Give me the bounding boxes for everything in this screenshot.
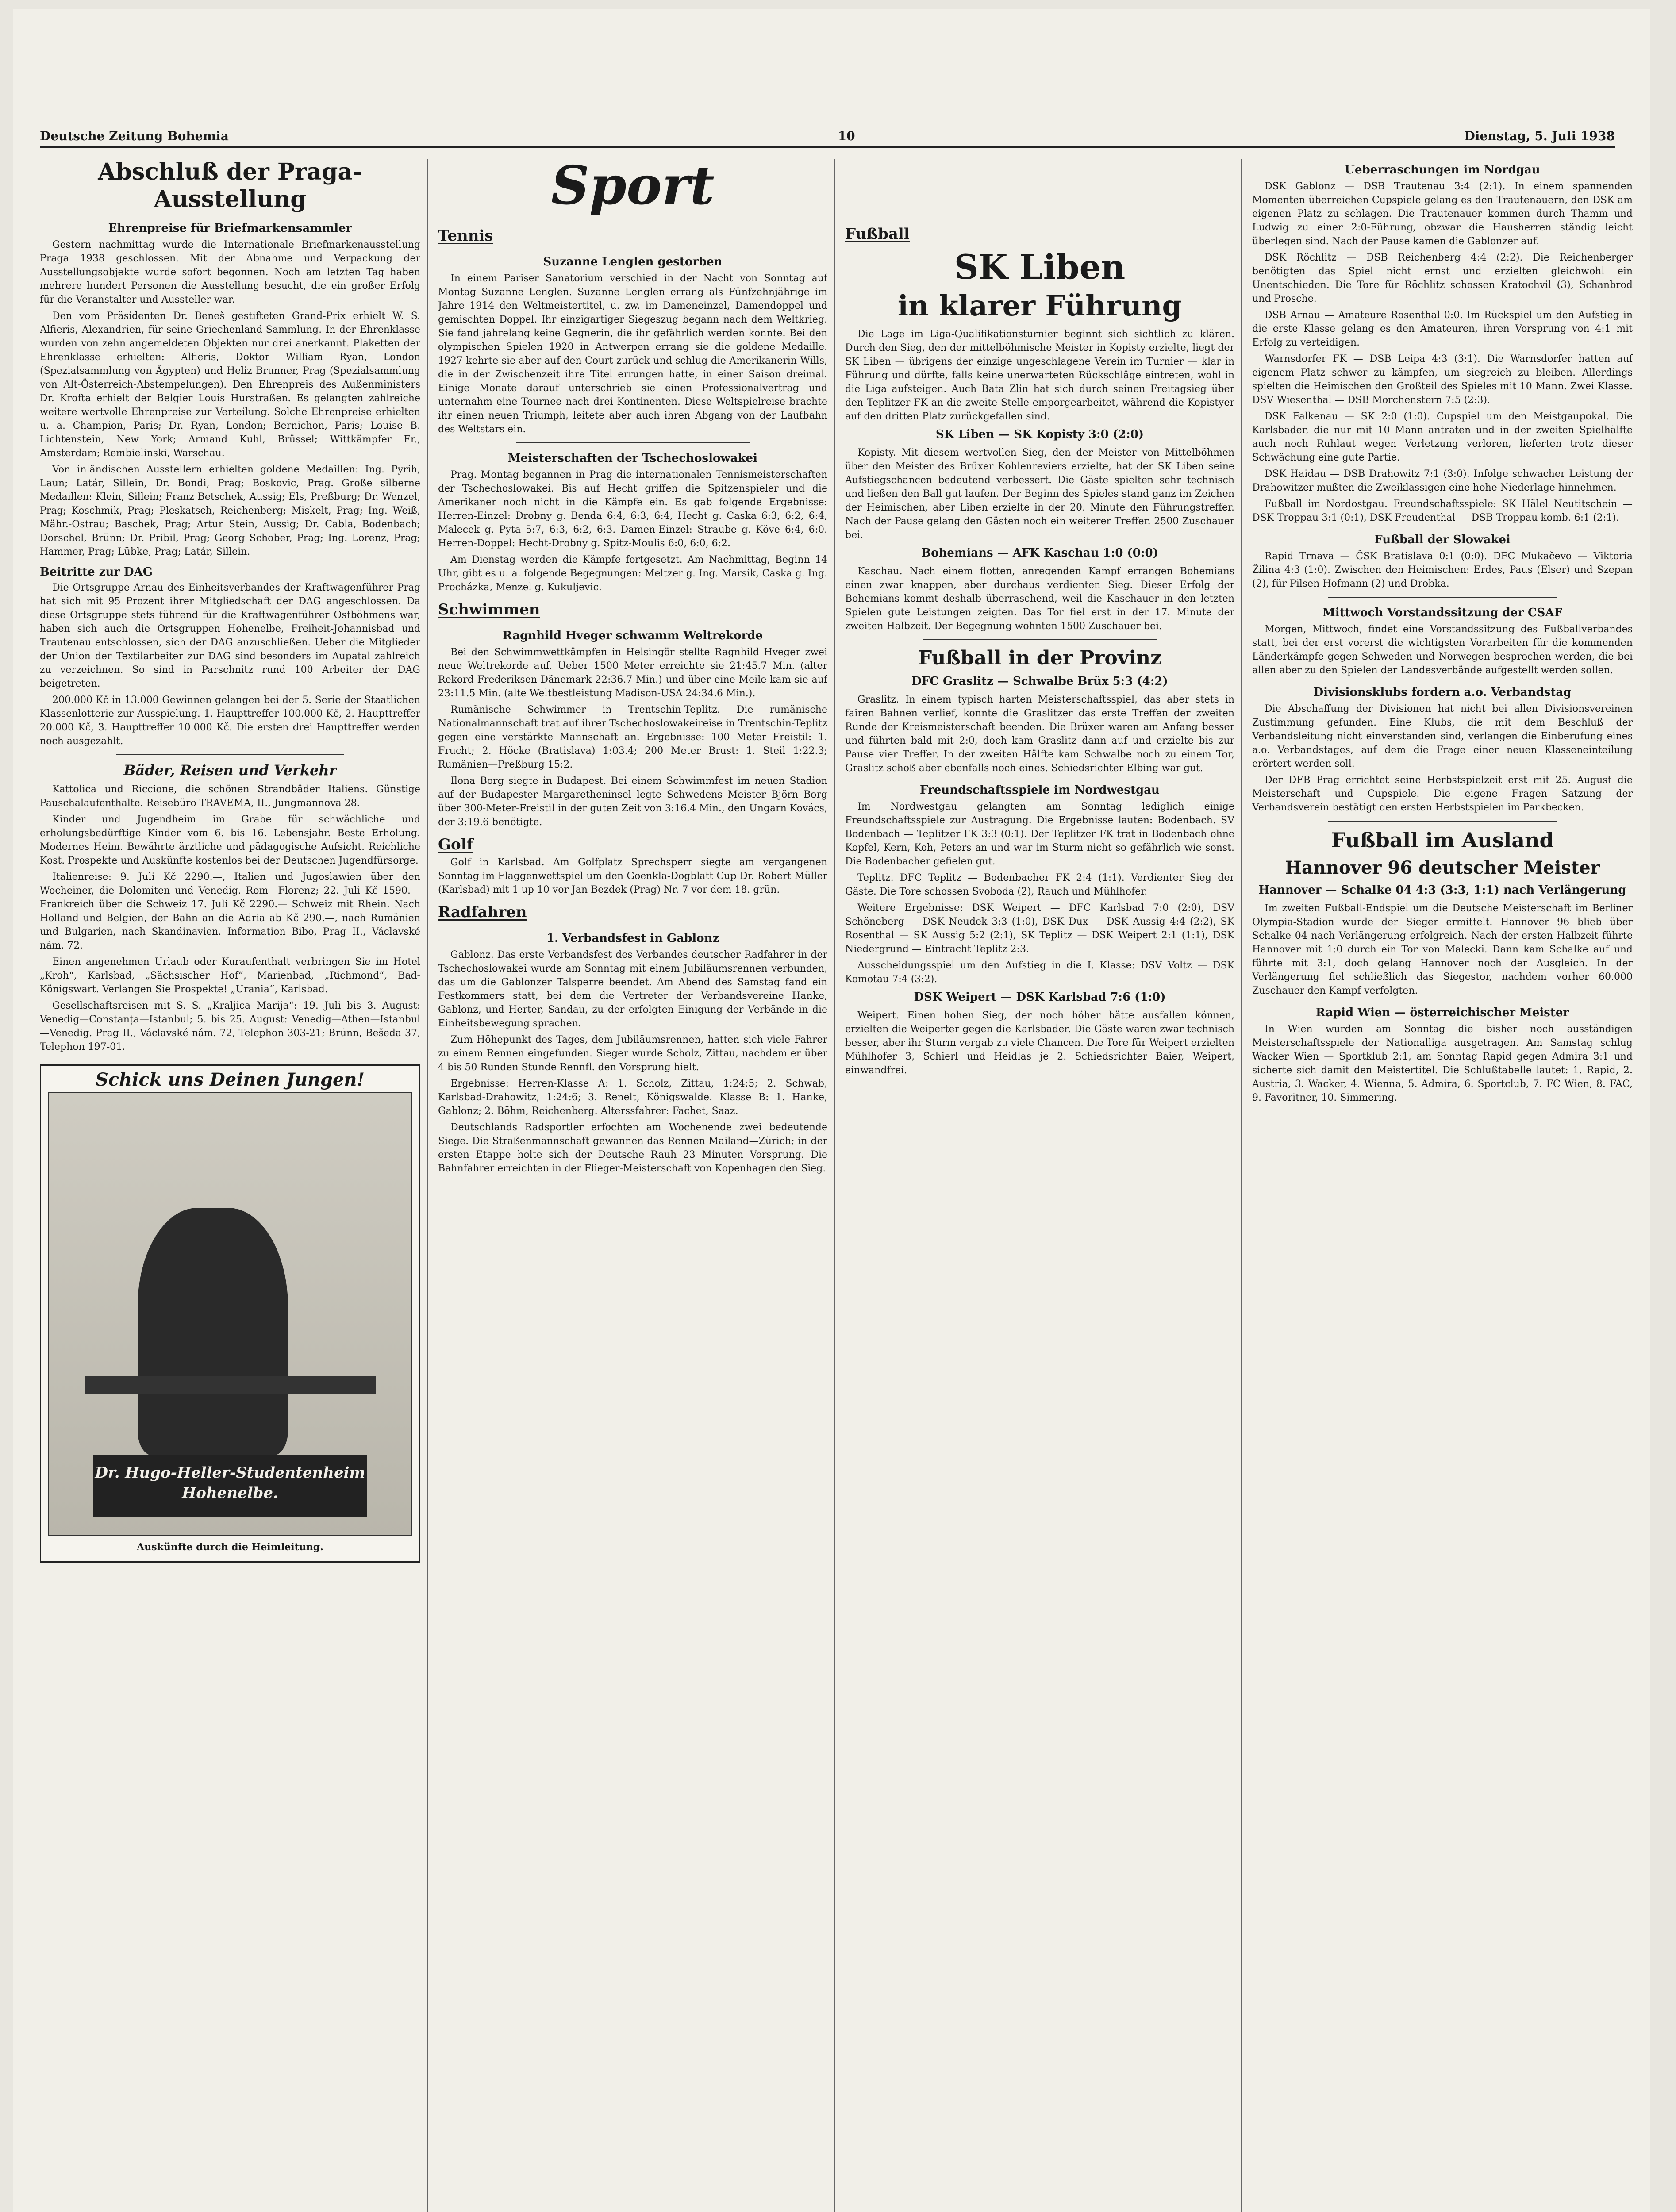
article-paragraph: Weipert. Einen hohen Sieg, der noch höher hätte ausfallen können, erzielten die Weiperter gegen die Karlsbader. Die Gäste waren zwar technisch besser, aber ihr Sturm vergab zu viele Chancen. Die Tore für Weipert erzielten Mühlhofer 3, Schierl und Heidlas je 2. Schiedsrichter Baier, Weipert, einwandfrei. (845, 1010, 1234, 1076)
article-paragraph: Zum Höhepunkt des Tages, dem Jubiläumsrennen, hatten sich viele Fahrer zu einem Rennen eingefunden. Sieger wurde Scholz, Zittau, nachdem er über 4 bis 50 Runden Stunde Rennfl. den Vorsprung hielt. (438, 1034, 827, 1073)
match-score: Bohemians — AFK Kaschau 1:0 (0:0) (921, 546, 1158, 560)
headline-hveger: Ragnhild Hveger schwamm Weltrekorde (503, 629, 763, 642)
match-score: DFC Graslitz — Schwalbe Brüx 5:3 (4:2) (911, 675, 1168, 688)
advertisement-heimschule (40, 1064, 420, 1563)
ad-title: Schick uns Deinen Jungen! (95, 1069, 365, 1090)
article-paragraph: Morgen, Mittwoch, findet eine Vorstandssitzung des Fußballverbandes statt, bei der erst vorerst die wichtigsten Vorarbeiten für die kommenden Länderkämpfe gegen Schweden und Norwegen besprochen werden, die bei allen aber zu den Spielen der Landesverbände aufgestellt werden sollen. (1252, 624, 1633, 676)
column-1 (40, 155, 420, 2212)
headline-nordwestgau: Freundschaftsspiele im Nordwestgau (920, 783, 1160, 797)
article-paragraph: Ergebnisse: Herren-Klasse A: 1. Scholz, Zittau, 1:24:5; 2. Schwab, Karlsbad-Drahowitz, 1:24:6; 3. Renelt, Königswalde. Klasse B: 1. Hanke, Gablonz; 2. Böhm, Reichenberg. Alterssfahrer: Fachet, Saaz. (438, 1078, 827, 1117)
header-page-number: 10 (838, 129, 855, 143)
student-figure-icon (138, 1208, 288, 1455)
article-paragraph: Graslitz. In einem typisch harten Meisterschaftsspiel, das aber stets in fairen Bahnen verlief, konnte die Graslitzer das erste Treffen der zweiten Runde der Kreismeisterschaft beenden. Die Brüxer waren am Anfang besser und führten bald mit 2:0, doch kam Graslitz dann auf und erzielte bis zur Pause vier Treffer. In der zweiten Hälfte kam Schwalbe noch zu einem Tor, Graslitz schoß aber ebenfalls noch eines. Schiedsrichter Elbing war gut. (845, 694, 1234, 774)
ad-paragraph: Kinder und Jugendheim im Grabe für schwächliche und erholungsbedürftige Kinder vom 6. bis 16. Lebensjahr. Beste Erholung. Modernes Heim. Bewährte ärztliche und pädagogische Aufsicht. Reichliche Kost. Prospekte und Auskünfte kostenlos bei der Deutschen Jugendfürsorge. (40, 814, 420, 866)
article-paragraph: Im Nordwestgau gelangten am Sonntag lediglich einige Freundschaftsspiele zur Austragung. Die Ergebnisse lauten: Bodenbach. SV Bodenbach — Teplitzer FK 3:3 (0:1). Der Teplitzer FK trat in Bodenbach ohne Kopfel, Kern, Koh, Peters an und war im Sturm nicht so gefährlich wie sonst. Die Bodenbacher gefielen gut. (845, 801, 1234, 867)
ad-paragraph: Kattolica und Riccione, die schönen Strandbäder Italiens. Günstige Pauschalaufenthalte. Reisebüro TRAVEMA, II., Jungmannova 28. (40, 784, 420, 809)
article-paragraph: 200.000 Kč in 13.000 Gewinnen gelangen bei der 5. Serie der Staatlichen Klassenlotterie zur Ausspielung. 1. Haupttreffer 100.000 Kč, 2. Haupttreffer 20.000 Kč, 3. Haupttreffer 10.000 Kč. Die ersten drei Haupttreffer werden noch ausgezahlt. (40, 695, 420, 747)
headline-ausland: Fußball im Ausland (1331, 828, 1554, 852)
divider (923, 639, 1157, 640)
headline-divisionsklubs: Divisionsklubs fordern a.o. Verbandstag (1313, 686, 1572, 699)
divider (116, 754, 344, 755)
match-score: Hannover — Schalke 04 4:3 (3:3, 1:1) nach Verlängerung (1258, 883, 1626, 897)
article-paragraph: Teplitz. DFC Teplitz — Bodenbacher FK 2:4 (1:1). Verdienter Sieg der Gäste. Die Tore schossen Svoboda (2), Rauch und Mühlhofer. (845, 872, 1234, 897)
headline-meisterschaften: Meisterschaften der Tschechoslowakei (508, 452, 757, 465)
article-paragraph: Golf in Karlsbad. Am Golfplatz Sprechsperr siegte am vergangenen Sonntag im Flaggenwettspiel um den Goenkla-Dogblatt Cup Dr. Robert Müller (Karlsbad) mit 1 up 10 vor Jan Bezdek (Prag) Nr. 7 vor dem 18. grün. (438, 857, 827, 895)
headline-nordgau: Ueberraschungen im Nordgau (1345, 163, 1540, 177)
article-paragraph: Die Ortsgruppe Arnau des Einheitsverbandes der Kraftwagenführer Prag hat sich mit 95 Prozent ihrer Mitgliedschaft der DAG angeschlossen. Da diese Ortsgruppe stets führend für die Kraftwagenführer Ostböhmens war, haben sich auch die Ortsgruppen Hohenelbe, Freiheit-Johannisbad und Trautenau entschlossen, sich der DAG anzuschließen. Ueber die Mitglieder der Union der Textilarbeiter zur DAG sind besonders im Aupatal zahlreich zu verzeichnen. So sind in Parschnitz rund 100 Arbeiter der DAG beigetreten. (40, 582, 420, 689)
divider (516, 442, 750, 443)
article-paragraph: DSK Gablonz — DSB Trautenau 3:4 (2:1). In einem spannenden Momenten überreichen Cupspiele gelang es den Trautenauern, den DSK am eigenen Platz zu schlagen. Die Trautenauer kommen durch Thamm und Ludwig zu einer 2:0-Führung, obzwar die Hausherren ständig leicht überlegen sind. Nach der Pause kamen die Gablonzer auf. (1252, 181, 1633, 247)
headline-provinz: Fußball in der Provinz (918, 647, 1162, 669)
headline-fuehrung: in klarer Führung (897, 289, 1182, 323)
article-paragraph: Bei den Schwimmwettkämpfen in Helsingör stellte Ragnhild Hveger zwei neue Weltrekorde auf. Ueber 1500 Meter erreichte sie 21:45.7 Min. (alter Rekord Frederiksen-Dänemark 22:36.7 Min.) und über eine Meile kam sie auf 23:11.5 Min. (alte Weltbestleistung Madison-USA 24:34.6 Min.). (438, 647, 827, 699)
article-paragraph: Von inländischen Ausstellern erhielten goldene Medaillen: Ing. Pyrih, Laun; Latár, Sillein, Dr. Bondi, Prag; Boskovic, Prag. Große silberne Medaillen: Klein, Sillein; Franz Betschek, Aussig; Els, Preßburg; Dr. Wenzel, Prag; Koschmik, Prag; Pleskatsch, Reichenberg; Miskelt, Prag; Ing. Weiß, Mähr.-Ostrau; Baschek, Prag; Artur Stein, Aussig; Dr. Cabla, Bodenbach; Dorschel, Brünn; Dr. Pribil, Prag; Georg Schober, Prag; Ing. Lorenz, Prag; Hammer, Prag; Lübke, Prag; Latár, Sillein. (40, 464, 420, 557)
article-paragraph: In einem Pariser Sanatorium verschied in der Nacht von Sonntag auf Montag Suzanne Lenglen. Suzanne Lenglen errang als Fünfzehnjährige im Jahre 1914 den Weltmeistertitel, u. zw. im Dameneinzel, Damendoppel und gemischten Doppel. Ihr einzigartiger Siegeszug begann nach dem Weltkrieg. Sie fand jahrelang keine Gegnerin, die ihr gefährlich werden konnte. Bei den olympischen Spielen 1920 in Antwerpen errang sie die goldene Medaille. 1927 kehrte sie aber auf den Court zurück und schlug die Amerikanerin Wills, die in der Zwischenzeit ihre Titel errungen hatte, in einer Saison dreimal. Einige Monate darauf unterschrieb sie einen Professionalvertrag und unternahm eine Tournee nach drei Kontinenten. Diese Weltspielreise brachte ihr einen neuen Triumph, leitete aber auch ihren Abgang von der Laufbahn des Weltstars ein. (438, 273, 827, 435)
headline-praga: Abschluß der Praga-Ausstellung (98, 158, 362, 213)
article-paragraph: Die Lage im Liga-Qualifikationsturnier beginnt sich sichtlich zu klären. Durch den Sieg, den der mittelböhmische Meister in Kopisty erzielte, liegt der SK Liben — übrigens der einzige ungeschlagene Verein im Turnier — klar in Führung und dürfte, falls keine unerwarteten Rückschläge eintreten, wohl in die Liga aufsteigen. Auch Bata Zlin hat sich durch seinen Freitagsieg über den Teplitzer FK an die zweite Stelle emporgearbeitet, während die Kopistyer auf den dritten Platz zurückgefallen sind. (845, 329, 1234, 422)
article-paragraph: DSK Falkenau — SK 2:0 (1:0). Cupspiel um den Meistgaupokal. Die Karlsbader, die nur mit 10 Mann antraten und in der zweiten Spielhälfte auch noch Ruhlaut wegen Verletzung verloren, lieferten trotz dieser Schwächung eine gute Partie. (1252, 411, 1633, 463)
article-paragraph: Der DFB Prag errichtet seine Herbstspielzeit erst mit 25. August die Meisterschaft und Cupspiele. Die eigene Fragen Satzung der Verbandsverein bestätigt den ersten Herbstspielen im Parkbecken. (1252, 775, 1633, 813)
divider (1328, 597, 1557, 598)
section-title-sport: Sport (551, 155, 715, 217)
subheadline-ehrenpreise: Ehrenpreise für Briefmarkensammler (108, 222, 352, 235)
article-paragraph: Fußball im Nordostgau. Freundschaftsspiele: SK Hälel Neutitschein — DSK Troppau 3:1 (0:1), DSK Freudenthal — DSB Troppau komb. 6:1 (2:1). (1252, 499, 1633, 523)
article-paragraph: Die Abschaffung der Divisionen hat nicht bei allen Divisionsvereinen Zustimmung gefunden. Eine Klubs, die mit dem Beschluß der Verbandsleitung nicht einverstanden sind, verlangen die Einberufung eines a.o. Verbandstages, auf dem die Frage einer neuen Klasseneinteilung erörtert werden soll. (1252, 703, 1633, 769)
section-label-tennis: Tennis (438, 227, 493, 245)
headline-dag: Beitritte zur DAG (40, 565, 153, 579)
headline-liben: SK Liben (954, 247, 1126, 287)
section-label-golf: Golf (438, 836, 473, 853)
article-paragraph: Ausscheidungsspiel um den Aufstieg in die I. Klasse: DSV Voltz — DSK Komotau 7:4 (3:2). (845, 960, 1234, 985)
article-paragraph: Rapid Trnava — ČSK Bratislava 0:1 (0:0). DFC Mukačevo — Viktoria Žilina 4:3 (1:0). Zwischen den Heimischen: Erdes, Paus (Elser) und Szepan (2), für Pilsen Hofmann (2) und Drobka. (1252, 551, 1633, 589)
ad-footer: Dr. Hugo-Heller-Studentenheim Hohenelbe. (93, 1455, 367, 1517)
article-paragraph: Deutschlands Radsportler erfochten am Wochenende zwei bedeutende Siege. Die Straßenmannschaft gewannen das Rennen Mailand—Zürich; in der ersten Etappe holte sich der Deutsche Rauh 23 Minuten Vorsprung. Die Bahnfahrer erreichten in der Flieger-Meisterschaft von Kopenhagen den Sieg. (438, 1122, 827, 1174)
article-paragraph: Den vom Präsidenten Dr. Beneš gestifteten Grand-Prix erhielt W. S. Alfieris, Alexandrien, für seine Griechenland-Sammlung. In der Ehrenklasse wurden von zehn angemeldeten Objekten nur drei anerkannt. Plaketten der Ehrenklasse erhielten: Alfieris, Doktor William Ryan, London (Spezialsammlung von Ägypten) und Heliz Brunner, Prag (Spezialsammlung von Alt-Österreich-Abstempelungen). Den Ehrenpreis des Außenministers Dr. Krofta erhielt der Belgier Louis Hurstraßen. Es gelangten zahlreiche weitere wertvolle Ehrenpreise zur Verteilung. Solche Ehrenpreise erhielten u. a. Champion, Paris; Dr. Ryan, London; Bernichon, Paris; Louise B. Lichtenstein, New York; Armand Kuhl, Brüssel; Wittkämpfer Fr., Amsterdam; Rembielinski, Warschau. (40, 311, 420, 459)
headline-gablonz: 1. Verbandsfest in Gablonz (546, 932, 719, 945)
article-paragraph: Am Dienstag werden die Kämpfe fortgesetzt. Am Nachmittag, Beginn 14 Uhr, gibt es u. a. folgende Begegnungen: Meltzer g. Ing. Marsik, Caska g. Ing. Procházka, Menzel g. Kukuljevic. (438, 554, 827, 593)
article-paragraph: Gestern nachmittag wurde die Internationale Briefmarkenausstellung Praga 1938 geschlossen. Mit der Abnahme und Verpackung der Ausstellungsobjekte wurde sofort begonnen. Noch am letzten Tag haben mehrere hundert Personen die Ausstellung besucht, die ein großer Erfolg für die Veranstalter und Aussteller war. (40, 239, 420, 305)
headline-vorstand: Mittwoch Vorstandssitzung der CSAF (1322, 606, 1563, 619)
article-paragraph: In Wien wurden am Sonntag die bisher noch ausständigen Meisterschaftsspiele der Nationalliga ausgetragen. Am Samstag schlug Wacker Wien — Sportklub 2:1, am Sonntag Rapid gegen Admira 3:1 und sicherte sich damit den Meistertitel. Die Schlußtabelle lautet: 1. Rapid, 2. Austria, 3. Wacker, 4. Wienna, 5. Admira, 6. Sportclub, 7. FC Wien, 8. FAC, 9. Favoritner, 10. Simmering. (1252, 1024, 1633, 1103)
divider (1328, 821, 1557, 822)
ad-illustration (48, 1092, 412, 1536)
headline-baeder: Bäder, Reisen und Verkehr (123, 762, 337, 779)
article-paragraph: Im zweiten Fußball-Endspiel um die Deutsche Meisterschaft im Berliner Olympia-Stadion wurde der Sieger ermittelt. Hannover 96 blieb über Schalke 04 nach Verlängerung erfolgreich. Nach der ersten Halbzeit führte Hannover mit 1:0 durch ein Tor von Malecki. Dann kam Schalke auf und führte mit 3:1, doch gelang Hannover noch der Ausgleich. In der Verlängerung fiel schließlich das Siegestor, nachdem vorher 60.000 Zuschauer den Kampf verfolgten. (1252, 903, 1633, 996)
headline-slowakei: Fußball der Slowakei (1374, 533, 1511, 546)
header-date: Dienstag, 5. Juli 1938 (1464, 129, 1615, 143)
headline-hannover: Hannover 96 deutscher Meister (1285, 857, 1600, 878)
ad-paragraph: Einen angenehmen Urlaub oder Kuraufenthalt verbringen Sie im Hotel „Kroh“, Karlsbad, „Sächsischer Hof“, Marienbad, „Richmond“, Bad-Königswart. Verlangen Sie Prospekte! „Urania“, Karlsbad. (40, 956, 420, 995)
match-score: DSK Weipert — DSK Karlsbad 7:6 (1:0) (914, 991, 1166, 1004)
desk-icon (85, 1376, 376, 1394)
column-rule (427, 159, 428, 2212)
match-score: SK Liben — SK Kopisty 3:0 (2:0) (935, 428, 1144, 441)
column-2 (438, 155, 827, 2212)
column-3 (845, 155, 1234, 2212)
article-paragraph: Rumänische Schwimmer in Trentschin-Teplitz. Die rumänische Nationalmannschaft trat auf ihrer Tschechoslowakeireise in Trentschin-Teplitz gegen eine verstärkte Mannschaft an. Ergebnisse: 100 Meter Freistil: 1. Frucht; 2. Höcke (Bratislava) 1:03.4; 200 Meter Brust: 1. Steil 1:22.3; Rumänien—Preßburg 15:2. (438, 704, 827, 770)
headline-rapid: Rapid Wien — österreichischer Meister (1315, 1006, 1569, 1019)
article-paragraph: Prag. Montag begannen in Prag die internationalen Tennismeisterschaften der Tschechoslowakei. Bis auf Hecht griffen die Spitzenspieler und die Amerikaner noch nicht in die Kämpfe ein. Es gab folgende Ergebnisse: Herren-Einzel: Drobny g. Benda 6:4, 6:3, 6:4, Hecht g. Caska 6:3, 6:2, 6:4, Malecek g. Pyta 5:7, 6:3, 6:2, 6:3. Damen-Einzel: Straube g. Köve 6:4, 6:0. Herren-Doppel: Hecht-Drobny g. Spitz-Moulis 6:0, 6:0, 6:2. (438, 469, 827, 549)
article-paragraph: DSK Haidau — DSB Drahowitz 7:1 (3:0). Infolge schwacher Leistung der Drahowitzer mußten die Zweiklassigen eine hohe Niederlage hinnehmen. (1252, 469, 1633, 493)
article-paragraph: DSB Arnau — Amateure Rosenthal 0:0. Im Rückspiel um den Aufstieg in die erste Klasse gelang es den Amateuren, ihren Vorsprung von 4:1 mit Erfolg zu verteidigen. (1252, 310, 1633, 348)
newspaper-page (13, 9, 1650, 2212)
article-paragraph: Gablonz. Das erste Verbandsfest des Verbandes deutscher Radfahrer in der Tschechoslowakei wurde am Sonntag mit einem Jubiläumsrennen verbunden, das um die Gablonzer Talsperre beendet. Am Abend des Samstag fand ein Festkommers statt, bei dem die Vertreter der Verbandsvereine Hanke, Gablonz, und Herter, Sandau, zu der erfolgten Einigung der Verbände in die Einheitsbewegung sprachen. (438, 949, 827, 1029)
column-rule (1241, 159, 1242, 2212)
section-label-swimming: Schwimmen (438, 601, 540, 618)
page-header (40, 128, 1615, 148)
headline-lenglen: Suzanne Lenglen gestorben (543, 255, 723, 269)
section-label-cycling: Radfahren (438, 903, 527, 921)
ad-paragraph: Gesellschaftsreisen mit S. S. „Kraljica Marija“: 19. Juli bis 3. August: Venedig—Constanța—Istanbul; 5. bis 25. August: Venedig—Athen—Istanbul—Venedig. Prag II., Václavské nám. 72, Telephon 303-21; Brünn, Bešeda 37, Telephon 197-01. (40, 1000, 420, 1052)
ad-paragraph: Italienreise: 9. Juli Kč 2290.—, Italien und Jugoslawien über den Wocheiner, die Dolomiten und Venedig. Rom—Florenz; 22. Juli Kč 1590.— Frankreich über die Schweiz 17. Juli Kč 2290.— Schweiz mit Rhein. Nach Holland und Belgien, der Bahn an die Adria ab Kč 290.—, nach Rumänien und Bulgarien, nach Skandinavien. Information Bibo, Prag II., Václavské nám. 72. (40, 872, 420, 951)
section-label-football: Fußball (845, 225, 910, 243)
article-paragraph: Ilona Borg siegte in Budapest. Bei einem Schwimmfest im neuen Stadion auf der Budapester Margaretheninsel legte Schwedens Meister Björn Borg über 300-Meter-Freistil in der guten Zeit von 3:16.4 Min., den Ungarn Kovács, der 3:19.6 benötigte. (438, 776, 827, 828)
column-4 (1252, 155, 1633, 2212)
article-paragraph: Weitere Ergebnisse: DSK Weipert — DFC Karlsbad 7:0 (2:0), DSV Schöneberg — DSK Neudek 3:3 (1:0), DSK Dux — DSK Aussig 4:4 (2:2), SK Rosenthal — SK Aussig 5:2 (2:1), SK Teplitz — DSK Weipert 2:1 (1:1), DSK Niedergrund — Eintracht Teplitz 2:3. (845, 902, 1234, 955)
article-paragraph: Kopisty. Mit diesem wertvollen Sieg, den der Meister von Mittelböhmen über den Meister des Brüxer Kohlenreviers erzielte, hat der SK Liben seine Aufstiegschancen bedeutend verbessert. Die Gäste spielten sehr technisch und ließen den Ball gut laufen. Der Beginn des Spieles stand ganz im Zeichen der Heimischen, aber Liben erzielte in der 20. Minute den Führungstreffer. Nach der Pause gelang den Gästen noch ein weiterer Treffer. 2500 Zuschauer bei. (845, 447, 1234, 541)
article-paragraph: DSK Röchlitz — DSB Reichenberg 4:4 (2:2). Die Reichenberger benötigten das Spiel nicht ernst und erzielten gleichwohl ein Unentschieden. Die Tore für Röchlitz schossen Kratochvil (3), Schanbrod und Prosche. (1252, 252, 1633, 304)
ad-caption: Auskünfte durch die Heimleitung. (137, 1541, 323, 1553)
column-rule (834, 159, 835, 2212)
article-paragraph: Warnsdorfer FK — DSB Leipa 4:3 (3:1). Die Warnsdorfer hatten auf eigenem Platz schwer zu kämpfen, um siegreich zu bleiben. Allerdings spielten die Heimischen den Großteil des Spieles mit 10 Mann. Zwei Klasse. DSV Wiesenthal — DSB Morchenstern 7:5 (2:3). (1252, 353, 1633, 406)
article-paragraph: Kaschau. Nach einem flotten, anregenden Kampf errangen Bohemians einen zwar knappen, aber durchaus verdienten Sieg. Dieser Erfolg der Bohemians kommt deshalb überraschend, weil die Kaschauer in den letzten Spielen gute Leistungen zeigten. Das Tor fiel erst in der 17. Minute der zweiten Halbzeit. Der Begegnung wohnten 1500 Zuschauer bei. (845, 566, 1234, 632)
header-masthead: Deutsche Zeitung Bohemia (40, 129, 229, 143)
